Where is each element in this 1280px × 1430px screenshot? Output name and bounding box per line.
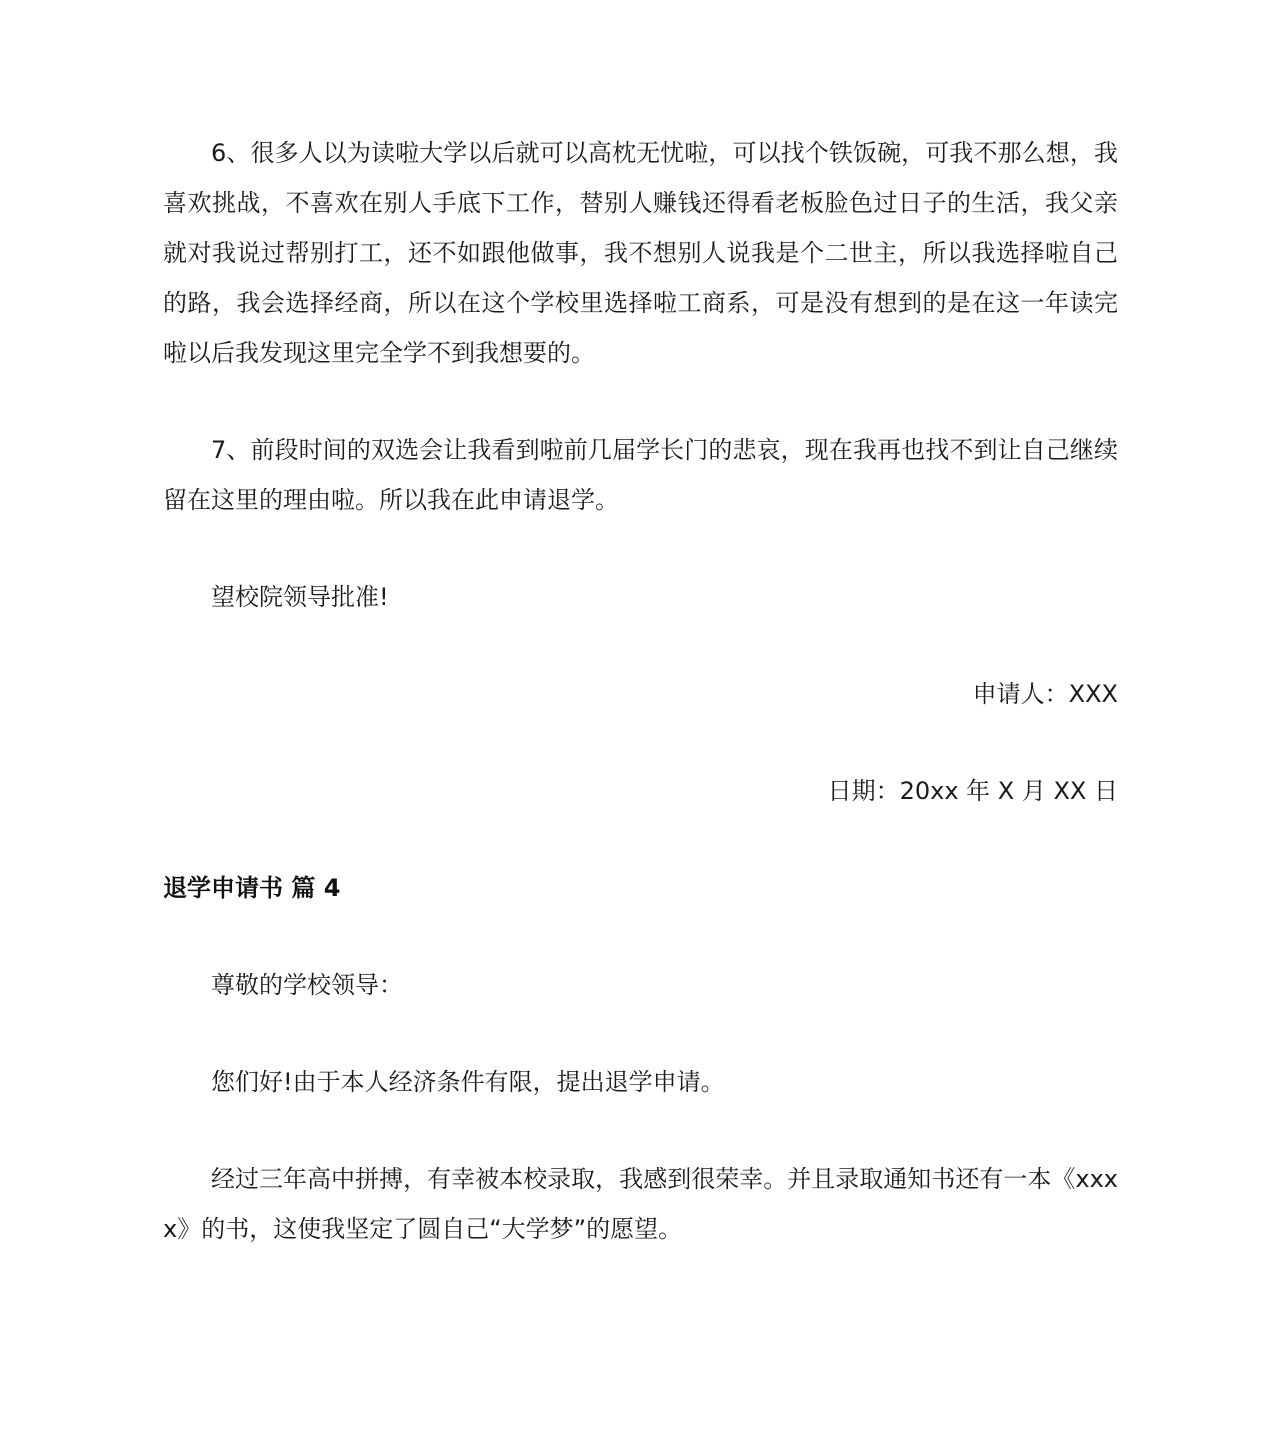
date-line: 日期：20xx 年 X 月 XX 日 [827,777,1118,805]
section-heading: 退学申请书 篇 4 [163,874,341,902]
document-body [163,128,1118,1254]
paragraph-7: 7、前段时间的双选会让我看到啦前几届学长门的悲哀，现在我再也找不到让自己继续留在这里的理由啦。所以我在此申请退学。 [163,436,1118,514]
spacer [163,1107,1118,1154]
spacer [163,525,1118,572]
greeting-paragraph: 您们好!由于本人经济条件有限，提出退学申请。 [211,1068,725,1096]
spacer [163,378,1118,425]
paragraph-6: 6、很多人以为读啦大学以后就可以高枕无忧啦，可以找个铁饭碗，可我不那么想，我喜欢挑战，不喜欢在别人手底下工作，替别人赚钱还得看老板脸色过日子的生活，我父亲就对我说过帮别打工，还不如跟他做事，我不想别人说我是个二世主，所以我选择啦自己的路，我会选择经商，所以在这个学校里选择啦工商系，可是没有想到的是在这一年读完啦以后我发现这里完全学不到我想要的。 [163,139,1118,367]
approval-request: 望校院领导批准! [211,583,389,611]
closing-paragraph: 经过三年高中拼搏，有幸被本校录取，我感到很荣幸。并且录取通知书还有一本《xxxx》的书，这使我坚定了圆自己“大学梦”的愿望。 [163,1165,1118,1243]
spacer [163,816,1118,863]
spacer [163,719,1118,766]
spacer [163,622,1118,669]
salutation: 尊敬的学校领导： [211,971,403,999]
spacer [163,913,1118,960]
applicant-line: 申请人：XXX [972,680,1118,708]
spacer [163,1010,1118,1057]
